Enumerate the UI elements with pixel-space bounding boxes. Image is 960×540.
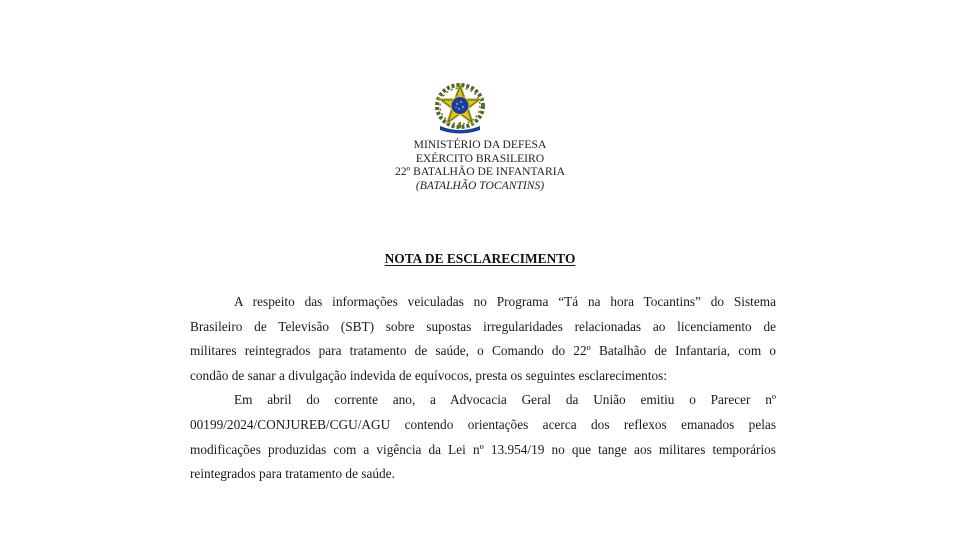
paragraph-line: A respeito das informações veiculadas no Programa “Tá na hora Tocantins” do Sistema [234, 294, 776, 309]
document-title: NOTA DE ESCLARECIMENTO [384, 251, 576, 266]
coat-of-arms-icon [434, 82, 486, 134]
paragraph-line: condão de sanar a divulgação indevida de equívocos, presta os seguintes esclarecimentos: [190, 367, 668, 383]
battalion-nickname: (BATALHÃO TOCANTINS) [415, 178, 545, 192]
paragraph-line: 00199/2024/CONJUREB/CGU/AGU contendo orientações acerca dos reflexos emanados pelas [190, 416, 776, 432]
paragraph-2 [190, 388, 776, 486]
paragraph-line: Brasileiro de Televisão (SBT) sobre supostas irregularidades relacionadas ao licenciamento de [190, 318, 776, 334]
battalion-name: 22º BATALHÃO DE INFANTARIA [395, 165, 565, 178]
ministry-name: MINISTÉRIO DA DEFESA [413, 138, 547, 151]
document-body [190, 290, 776, 487]
paragraph-line: Em abril do corrente ano, a Advocacia Geral da União emitiu o Parecer nº [234, 392, 776, 408]
paragraph-line: reintegrados para tratamento de saúde. [190, 466, 395, 482]
paragraph-line: modificações produzidas com a vigência da Lei nº 13.954/19 no que tange aos militares temporários [190, 441, 776, 457]
paragraph-1 [190, 290, 776, 388]
document-header [0, 138, 960, 192]
paragraph-line: militares reintegrados para tratamento de saúde, o Comando do 22º Batalhão de Infantaria, com o [190, 343, 776, 359]
army-name: EXÉRCITO BRASILEIRO [415, 151, 545, 165]
